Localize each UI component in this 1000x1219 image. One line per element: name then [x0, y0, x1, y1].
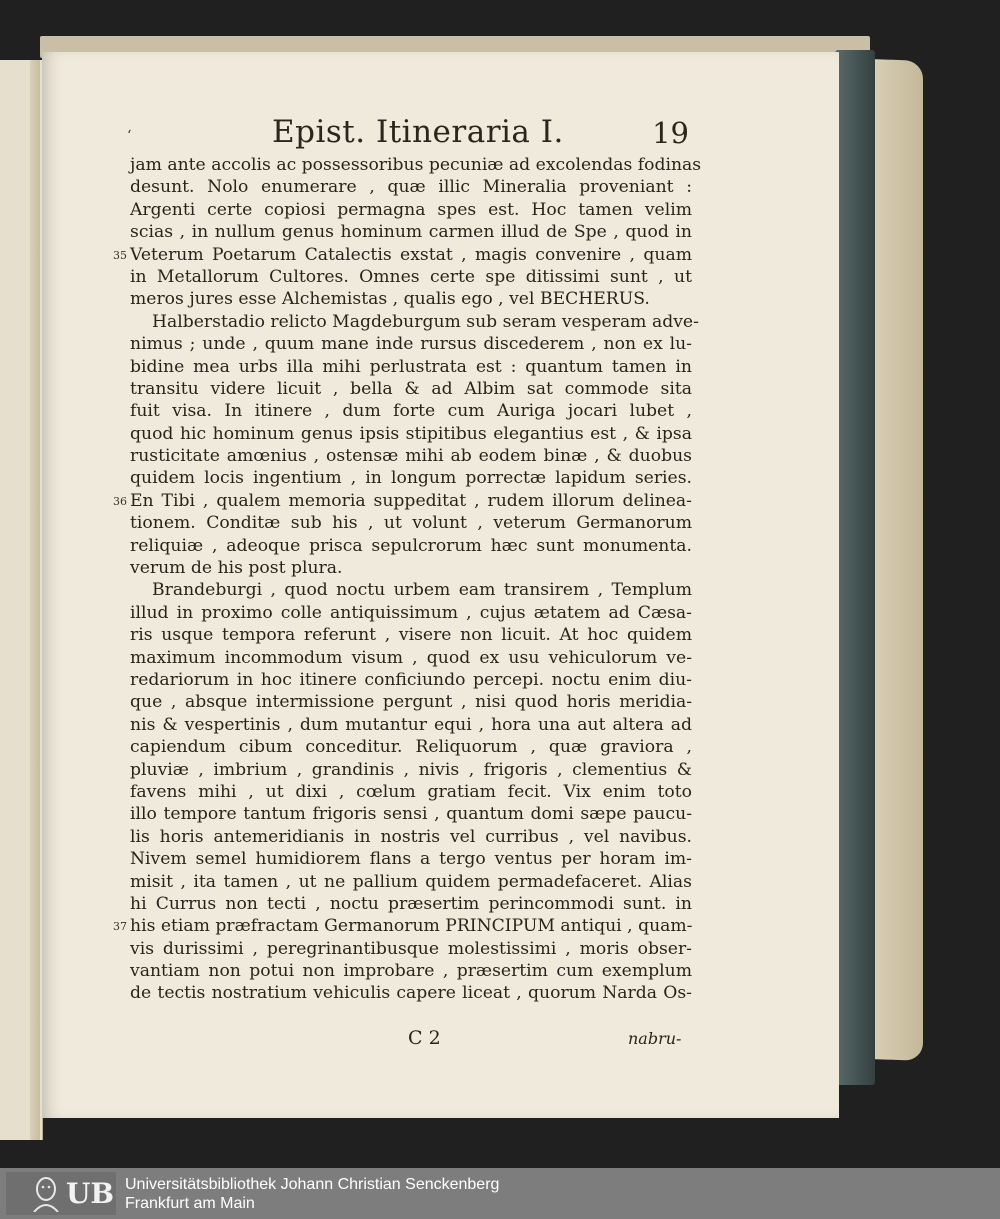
line-text: quidem locis ingentium , in longum porrectæ lapidum series.	[130, 468, 692, 489]
margin-note-number: 37	[113, 920, 127, 934]
line-text: Nivem semel humidiorem flans a tergo ventus per horam im-	[130, 849, 692, 870]
portrait-icon	[30, 1174, 62, 1212]
text-line	[130, 759, 692, 781]
text-line	[130, 781, 692, 803]
text-line	[113, 244, 692, 266]
line-text: de tectis nostratium vehiculis capere liceat , quorum Narda Os-	[130, 983, 692, 1004]
line-text: Halberstadio relicto Magdeburgum sub seram vesperam adve-	[152, 311, 699, 332]
line-text: scias , in nullum genus hominum carmen illud de Spe , quod in	[130, 222, 692, 243]
logo-ub-text: UB	[66, 1177, 115, 1210]
line-text: illud in proximo colle antiquissimum , cujus ætatem ad Cæsa-	[130, 602, 692, 623]
line-text: illo tempore tantum frigoris sensi , quantum domi sæpe paucu-	[130, 804, 692, 825]
text-line	[130, 199, 692, 221]
fore-edge	[873, 59, 923, 1061]
line-text: vantiam non potui non improbare , præsertim cum exemplum	[130, 961, 692, 982]
text-line	[130, 176, 692, 198]
line-text: rusticitate amœnius , ostensæ mihi ab eodem binæ , & duobus	[130, 446, 692, 467]
line-text: lis horis antemeridianis in nostris vel curribus , vel navibus.	[130, 826, 692, 847]
line-text: bidine mea urbs illa mihi perlustrata est : quantum tamen in	[130, 356, 692, 377]
line-text: redariorum in hoc itinere conficiundo percepi. noctu enim diu-	[130, 669, 692, 690]
text-line	[130, 579, 692, 601]
line-text: reliquiæ , adeoque prisca sepulcrorum hæc sunt monumenta.	[130, 535, 692, 556]
text-line	[130, 893, 692, 915]
text-line	[130, 535, 692, 557]
text-line	[130, 848, 692, 870]
margin-note-number: 36	[113, 494, 127, 508]
line-text: vis durissimi , peregrinantibusque molestissimi , moris obser-	[130, 938, 692, 959]
line-text: Veterum Poetarum Catalectis exstat , magis convenire , quam	[130, 244, 692, 265]
page-number: 19	[652, 116, 689, 150]
text-line	[130, 512, 692, 534]
line-text: En Tibi , qualem memoria suppeditat , rudem illorum delinea-	[130, 490, 692, 511]
text-line	[130, 960, 692, 982]
running-head-mark: ʻ	[127, 128, 132, 144]
line-text: his etiam præfractam Germanorum PRINCIPUM antiqui , quam-	[130, 916, 693, 937]
line-text: hi Currus non tecti , noctu præsertim perincommodi sunt. in	[130, 893, 692, 914]
line-text: Argenti certe copiosi permagna spes est. Hoc tamen velim	[130, 199, 692, 220]
line-text: pluviæ , imbrium , grandinis , nivis , frigoris , clementius &	[130, 759, 692, 780]
library-footer	[0, 1168, 1000, 1219]
text-line	[130, 356, 692, 378]
library-city: Frankfurt am Main	[125, 1195, 255, 1212]
text-line	[130, 266, 692, 288]
line-text: Brandeburgi , quod noctu urbem eam transirem , Templum	[152, 580, 692, 601]
text-line	[130, 736, 692, 758]
library-name: Universitätsbibliothek Johann Christian Senckenberg	[125, 1176, 500, 1193]
margin-note-number: 35	[113, 248, 127, 262]
line-text: favens mihi , ut dixi , cœlum gratiam fecit. Vix enim toto	[130, 781, 692, 802]
line-text: jam ante accolis ac possessoribus pecuniæ ad excolendas fodinas	[130, 155, 702, 175]
text-block	[113, 154, 702, 1005]
text-line	[130, 221, 692, 243]
text-line	[130, 423, 692, 445]
text-line	[130, 154, 702, 176]
text-line	[130, 311, 699, 333]
text-line	[130, 333, 692, 355]
text-line	[130, 400, 692, 422]
text-line	[130, 826, 692, 848]
running-head	[42, 114, 839, 154]
book-page	[42, 52, 839, 1118]
catchword: nabru-	[628, 1029, 682, 1048]
line-text: misit , ita tamen , ut ne pallium quidem permadefaceret. Alias	[130, 871, 692, 892]
library-logo[interactable]	[6, 1172, 116, 1215]
text-line	[130, 602, 692, 624]
line-text: maximum incommodum visum , quod ex usu vehiculorum ve-	[130, 647, 692, 668]
text-line	[130, 647, 692, 669]
text-line	[130, 803, 692, 825]
text-line	[130, 669, 692, 691]
text-line	[130, 624, 692, 646]
line-text: capiendum cibum conceditur. Reliquorum , quæ graviora ,	[130, 737, 692, 758]
text-line	[113, 915, 693, 937]
text-line	[130, 714, 692, 736]
running-head-title: Epist. Itineraria I.	[272, 114, 564, 150]
line-text: fuit visa. In itinere , dum forte cum Auriga jocari lubet ,	[130, 401, 692, 422]
text-line	[130, 691, 692, 713]
text-line	[113, 490, 692, 512]
line-text: meros jures esse Alchemistas , qualis ego , vel BECHERUS.	[130, 289, 650, 310]
text-line	[130, 557, 692, 579]
text-line	[130, 288, 692, 310]
left-page-gutter	[30, 60, 40, 1140]
line-text: que , absque intermissione pergunt , nisi quod horis meridia-	[130, 692, 692, 713]
text-line	[130, 445, 692, 467]
text-line	[130, 982, 692, 1004]
line-text: nis & vespertinis , dum mutantur equi , hora una aut altera ad	[130, 714, 692, 735]
text-line	[130, 871, 692, 893]
text-line	[130, 378, 692, 400]
line-text: in Metallorum Cultores. Omnes certe spe ditissimi sunt , ut	[130, 266, 692, 287]
line-text: nimus ; unde , quum mane inde rursus discederem , non ex lu-	[130, 334, 692, 355]
line-text: desunt. Nolo enumerare , quæ illic Mineralia proveniant :	[130, 177, 692, 198]
book-cover-board	[835, 50, 875, 1085]
signature-mark: C 2	[408, 1027, 441, 1049]
line-text: verum de his post plura.	[130, 558, 343, 579]
line-text: transitu videre licuit , bella & ad Albim sat commode sita	[130, 378, 692, 399]
text-line	[130, 938, 692, 960]
text-line	[130, 467, 692, 489]
line-text: ris usque tempora referunt , visere non licuit. At hoc quidem	[130, 625, 692, 646]
line-text: tionem. Conditæ sub his , ut volunt , veterum Germanorum	[130, 513, 692, 534]
line-text: quod hic hominum genus ipsis stipitibus elegantius est , & ipsa	[130, 423, 692, 444]
